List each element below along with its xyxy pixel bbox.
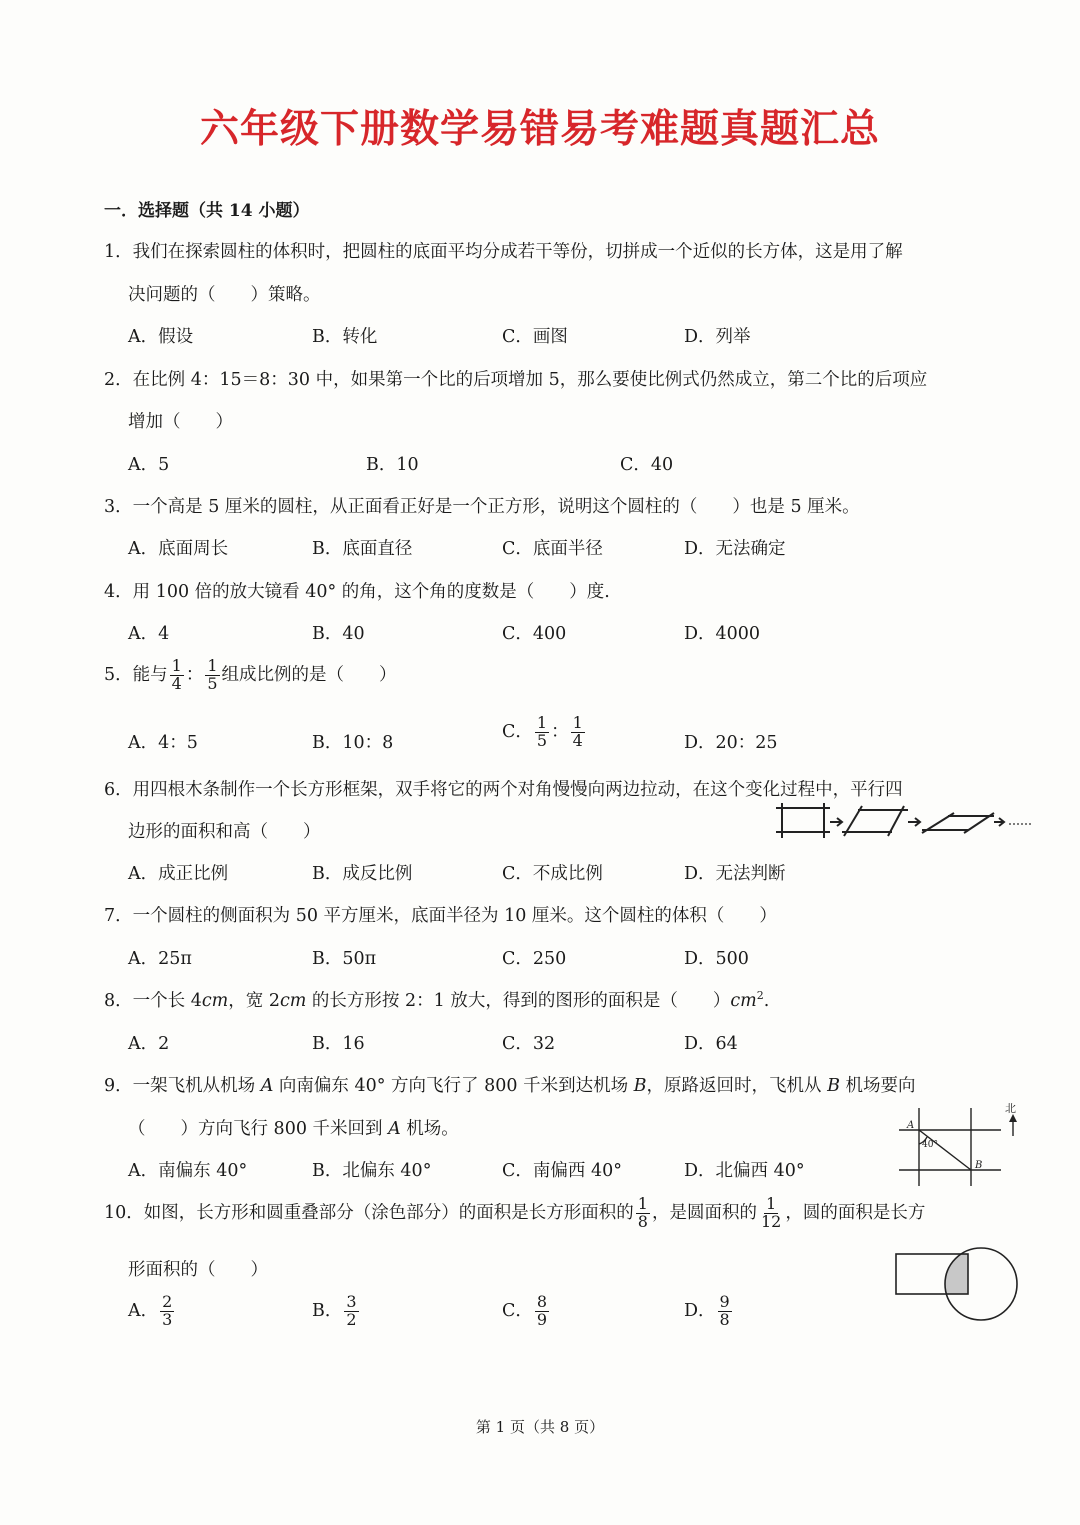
question-9-line-1: 9．一架飞机从机场 A 向南偏东 40° 方向飞行了 800 千米到达机场 B，原路返回时，飞机从 B 机场要向 (104, 1076, 916, 1096)
q9-option-d: D．北偏西 40° (684, 1161, 805, 1181)
q9-option-b: B．北偏东 40° (312, 1161, 432, 1181)
q5-option-c-fraction-2: $\frac{1}{4}$ (572, 713, 583, 750)
q8-option-d: D．64 (684, 1034, 738, 1054)
question-7-line-1: 7．一个圆柱的侧面积为 50 平方厘米，底面半径为 10 厘米。这个圆柱的体积（ ） (104, 906, 777, 926)
question-1-line-2: 决问题的（ ）策略。 (128, 285, 321, 305)
question-8-line-1: 8．一个长 4cm，宽 2cm 的长方形按 2：1 放大，得到的图形的面积是（ ）$cm^2$. (104, 989, 770, 1011)
question-6-line-1: 6．用四根木条制作一个长方形框架，双手将它的两个对角慢慢向两边拉动，在这个变化过程中，平行四 (104, 780, 903, 800)
question-6-line-2: 边形的面积和高（ ） (128, 822, 321, 842)
q2-option-b: B．10 (366, 455, 419, 475)
question-2-line-1: 2．在比例 4：15＝8：30 中，如果第一个比的后项增加 5，那么要使比例式仍然成立，第二个比的后项应 (104, 370, 928, 390)
q9-figure-north-label: 北 (1005, 1102, 1016, 1115)
question-3-line-1: 3．一个高是 5 厘米的圆柱，从正面看正好是一个正方形，说明这个圆柱的（ ）也是 5 厘米。 (104, 497, 860, 517)
q5-fraction-1: $\frac{1}{4}$ (171, 656, 182, 693)
q9-figure-point-a: A (907, 1120, 915, 1131)
q3-option-c: C．底面半径 (502, 539, 603, 559)
q1-option-a: A．假设 (128, 327, 194, 347)
q1-option-c: C．画图 (502, 327, 568, 347)
q6-option-c: C．不成比例 (502, 864, 603, 884)
q10-option-a: A． $\frac{2}{3}$ (128, 1292, 173, 1329)
page-footer: 第 1 页（共 8 页） (475, 1418, 605, 1436)
q4-option-b: B．40 (312, 624, 365, 644)
q9-option-c: C．南偏西 40° (502, 1161, 622, 1181)
q10-fraction-2: $\frac{1}{12}$ (760, 1194, 782, 1231)
q3-option-b: B．底面直径 (312, 539, 413, 559)
q1-option-d: D．列举 (684, 327, 751, 347)
q5-option-a: A．4：5 (128, 733, 198, 753)
question-10-line-2: 形面积的（ ） (128, 1260, 268, 1280)
q5-suffix: 组成比例的是（ ） (221, 664, 397, 685)
q8-option-b: B．16 (312, 1034, 365, 1054)
q4-option-d: D．4000 (684, 624, 761, 644)
q5-prefix: 5．能与 (104, 664, 168, 685)
q6-option-d: D．无法判断 (684, 864, 786, 884)
question-10-line-1: 10．如图，长方形和圆重叠部分（涂色部分）的面积是长方形面积的 $\frac{1}{8}$ ，是圆面积的 $\frac{1}{12}$ ，圆的面积是长方 (104, 1194, 926, 1231)
q5-option-c: C． $\frac{1}{5}$ ： $\frac{1}{4}$ (502, 713, 583, 750)
q3-option-d: D．无法确定 (684, 539, 786, 559)
q6-frame-figure (772, 800, 1034, 844)
q10-option-b: B． $\frac{3}{2}$ (312, 1292, 357, 1329)
q10-fraction-1: $\frac{1}{8}$ (637, 1194, 648, 1231)
q5-fraction-2: $\frac{1}{5}$ (207, 656, 218, 693)
q7-option-d: D．500 (684, 949, 749, 969)
q2-option-c: C．40 (620, 455, 674, 475)
q7-option-b: B．50π (312, 949, 377, 969)
q9-direction-figure (895, 1100, 1027, 1190)
q8-option-a: A．2 (128, 1034, 170, 1054)
q2-option-a: A．5 (128, 455, 170, 475)
q4-option-c: C．400 (502, 624, 567, 644)
q10-option-d: D． $\frac{9}{8}$ (684, 1292, 730, 1329)
q5-option-c-fraction-1: $\frac{1}{5}$ (536, 713, 548, 750)
q7-option-a: A．25π (128, 949, 192, 969)
q7-option-c: C．250 (502, 949, 567, 969)
question-4-line-1: 4．用 100 倍的放大镜看 40° 的角，这个角的度数是（ ）度. (104, 582, 610, 602)
question-1-line-1: 1．我们在探索圆柱的体积时，把圆柱的底面平均分成若干等份，切拼成一个近似的长方体，这是用了解 (104, 242, 903, 262)
q8-option-c: C．32 (502, 1034, 556, 1054)
q10-option-c: C． $\frac{8}{9}$ (502, 1292, 548, 1329)
q4-option-a: A．4 (128, 624, 170, 644)
q10-rectangle-circle-figure (893, 1244, 1021, 1322)
page-title: 六年级下册数学易错易考难题真题汇总 (199, 107, 880, 152)
section-heading: 一．选择题（共 14 小题） (104, 201, 310, 221)
question-2-line-2: 增加（ ） (128, 412, 233, 432)
q5-option-b: B．10：8 (312, 733, 394, 753)
q5-option-d: D．20：25 (684, 733, 778, 753)
q1-option-b: B．转化 (312, 327, 378, 347)
question-5-line-1: 5．能与 $\frac{1}{4}$ ： $\frac{1}{5}$ 组成比例的是（ ） (104, 656, 397, 693)
question-9-line-2: （ ）方向飞行 800 千米回到 A 机场。 (128, 1119, 459, 1139)
q9-figure-angle-label: 40° (922, 1140, 938, 1150)
q3-option-a: A．底面周长 (128, 539, 229, 559)
q9-option-a: A．南偏东 40° (128, 1161, 248, 1181)
q9-figure-point-b: B (975, 1160, 983, 1171)
q6-option-b: B．成反比例 (312, 864, 413, 884)
q6-option-a: A．成正比例 (128, 864, 229, 884)
